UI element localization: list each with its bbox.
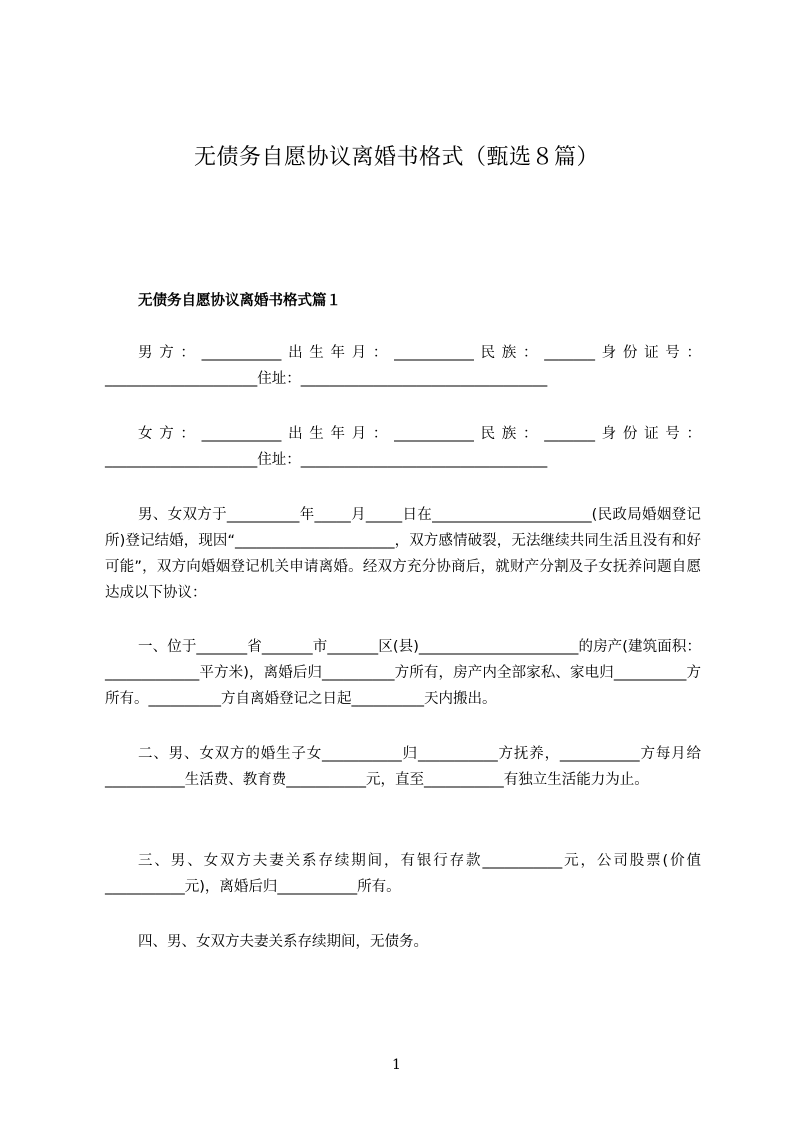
paragraph-female-party: 女方：___________出生年月：___________民族：_______身份证号：_____________________住址：__________________________________: [105, 426, 701, 468]
paragraph-clause-no-debt: 四、男、女双方夫妻关系存续期间，无债务。: [138, 934, 428, 950]
paragraph-clause-savings: 三、男、女双方夫妻关系存续期间，有银行存款___________元，公司股票(价值___________元)，离婚后归___________所有。: [105, 853, 701, 895]
paragraph-clause-child-custody: 二、男、女双方的婚生子女___________归___________方抚养，___________方每月给___________生活费、教育费___________元，直至___________有独立生活能力为止。: [105, 746, 701, 788]
page-number: 1: [392, 1057, 401, 1073]
document-title: 无债务自愿协议离婚书格式（甄选８篇）: [193, 145, 599, 170]
paragraph-male-party: 男方：___________出生年月：___________民族：_______身份证号：_____________________住址：__________________________________: [105, 345, 701, 387]
paragraph-marriage-registration: 男、女双方于__________年_____月_____日在______________________(民政局婚姻登记所)登记结婚，现因“______________________，双方感情破裂，无法继续共同生活且没有和好可能”，双方向婚姻登记机关申请离婚。经双方充分协商后，就财产分割及子女抚养问题自愿达成以下协议：: [105, 507, 701, 601]
paragraph-clause-property: 一、位于_______省_______市_______区(县)______________________的房产(建筑面积：_____________平方米)，离婚后归__________方所有，房产内全部家私、家电归__________方所有。__________方自离婚登记之日起__________天内搬出。: [105, 639, 701, 707]
section-heading: 无债务自愿协议离婚书格式篇１: [138, 293, 341, 309]
